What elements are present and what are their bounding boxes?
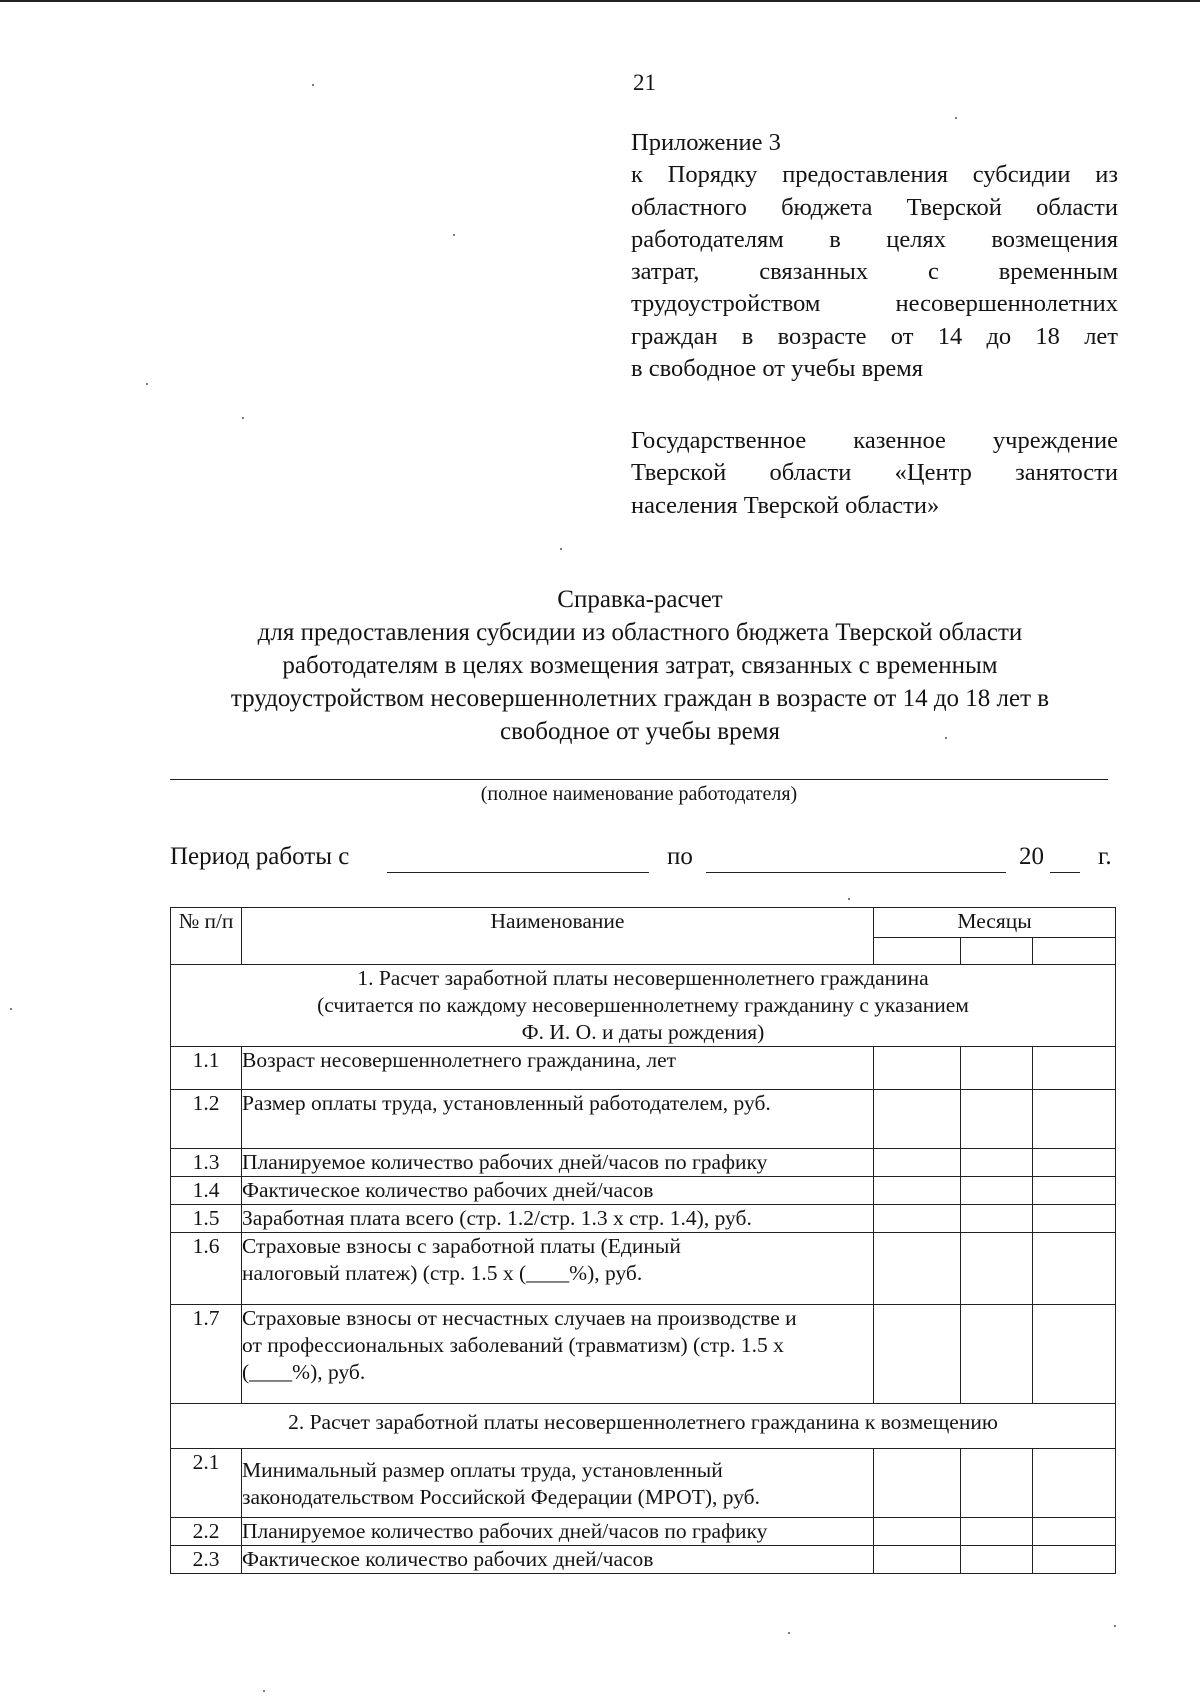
- row-number: 1.6: [171, 1233, 242, 1305]
- value-cell[interactable]: [961, 1305, 1033, 1404]
- scan-speck: [788, 1632, 790, 1634]
- row-label: Страховые взносы с заработной платы (Единый налоговый платеж) (стр. 1.5 х (____%), руб.: [242, 1233, 874, 1305]
- addressee-line: Государственное казенное учреждение: [631, 427, 1118, 454]
- appendix-title: Приложение 3: [631, 129, 781, 156]
- header-name-cell: Наименование: [242, 908, 874, 965]
- scan-speck: [242, 417, 244, 419]
- row-number: 1.3: [171, 1149, 242, 1177]
- value-cell[interactable]: [1033, 1546, 1116, 1574]
- value-cell[interactable]: [1033, 1177, 1116, 1205]
- section-1-line: Ф. И. О. и даты рождения): [521, 1020, 765, 1044]
- section-row: [171, 965, 1116, 1047]
- row-number: 2.1: [171, 1449, 242, 1518]
- section-row: [171, 1404, 1116, 1449]
- appendix-line: граждан в возрасте от 14 до 18 лет: [631, 322, 1118, 350]
- value-cell[interactable]: [1033, 1518, 1116, 1546]
- value-cell[interactable]: [874, 1205, 961, 1233]
- value-cell[interactable]: [961, 1518, 1033, 1546]
- value-cell[interactable]: [1033, 1047, 1116, 1090]
- scan-speck: [560, 548, 562, 550]
- addressee-block: [631, 425, 1118, 522]
- table-row: [171, 1305, 1116, 1404]
- value-cell[interactable]: [874, 1546, 961, 1574]
- row-label: Возраст несовершеннолетнего гражданина, лет: [242, 1047, 874, 1090]
- table-row: [171, 1047, 1116, 1090]
- table-row: [171, 1177, 1116, 1205]
- period-to-blank[interactable]: [706, 872, 1006, 873]
- section-2-heading: 2. Расчет заработной платы несовершеннолетнего гражданина к возмещению: [171, 1404, 1116, 1449]
- appendix-line: к Порядку предоставления субсидии из: [631, 161, 1118, 189]
- table-row: [171, 1149, 1116, 1177]
- scan-speck: [312, 84, 314, 86]
- value-cell[interactable]: [1033, 1233, 1116, 1305]
- scan-speck: [453, 234, 455, 236]
- value-cell[interactable]: [874, 1449, 961, 1518]
- scan-speck: [848, 898, 850, 900]
- page-number: 21: [633, 70, 656, 95]
- title-line: работодателям в целях возмещения затрат, связанных с временным: [282, 652, 998, 679]
- row-label: Размер оплаты труда, установленный работодателем, руб.: [242, 1090, 874, 1149]
- scan-speck: [146, 383, 148, 385]
- addressee-line: населения Тверской области»: [631, 491, 940, 519]
- period-from-blank[interactable]: [387, 872, 649, 873]
- period-year-suffix: г.: [1098, 843, 1112, 870]
- value-cell[interactable]: [874, 1233, 961, 1305]
- table-row: [171, 1205, 1116, 1233]
- period-to-label: по: [667, 843, 693, 870]
- document-title: [160, 583, 1120, 748]
- value-cell[interactable]: [1033, 1449, 1116, 1518]
- row-number: 2.3: [171, 1546, 242, 1574]
- table-row: [171, 1546, 1116, 1574]
- section-1-heading: [171, 965, 1116, 1047]
- value-cell[interactable]: [961, 1233, 1033, 1305]
- value-cell[interactable]: [961, 1047, 1033, 1090]
- scan-speck: [10, 1008, 12, 1010]
- row-label: Фактическое количество рабочих дней/часов: [242, 1177, 874, 1205]
- title-line: трудоустройством несовершеннолетних граждан в возрасте от 14 до 18 лет в: [230, 685, 1050, 712]
- value-cell[interactable]: [874, 1518, 961, 1546]
- table-header-row: [171, 908, 1116, 938]
- work-period: [170, 843, 1120, 877]
- scan-speck: [955, 117, 957, 119]
- row-number: 1.4: [171, 1177, 242, 1205]
- value-cell[interactable]: [874, 1149, 961, 1177]
- scan-speck: [945, 737, 947, 739]
- row-label: Минимальный размер оплаты труда, установленный законодательством Российской Федерации (МРОТ), руб.: [242, 1449, 874, 1518]
- value-cell[interactable]: [1033, 1090, 1116, 1149]
- header-months-cell: Месяцы: [874, 908, 1116, 938]
- table-row: [171, 1090, 1116, 1149]
- scan-speck: [1114, 1625, 1116, 1627]
- appendix-line: в свободное от учебы время: [631, 355, 924, 383]
- row-number: 2.2: [171, 1518, 242, 1546]
- title-line: для предоставления субсидии из областного бюджета Тверской области: [257, 619, 1023, 646]
- title-main: Справка-расчет: [557, 586, 723, 613]
- row-number: 1.1: [171, 1047, 242, 1090]
- value-cell[interactable]: [961, 1177, 1033, 1205]
- appendix-line: работодателям в целях возмещения: [631, 225, 1118, 253]
- row-number: 1.2: [171, 1090, 242, 1149]
- value-cell[interactable]: [874, 1305, 961, 1404]
- row-label: Планируемое количество рабочих дней/часов по графику: [242, 1518, 874, 1546]
- row-label: Фактическое количество рабочих дней/часов: [242, 1546, 874, 1574]
- value-cell[interactable]: [874, 1177, 961, 1205]
- value-cell[interactable]: [1033, 1205, 1116, 1233]
- row-label: Заработная плата всего (стр. 1.2/стр. 1.3 х стр. 1.4), руб.: [242, 1205, 874, 1233]
- row-number: 1.7: [171, 1305, 242, 1404]
- scan-top-edge: [0, 0, 1200, 2]
- table-row: [171, 1518, 1116, 1546]
- employer-name-caption: (полное наименование работодателя): [480, 783, 798, 805]
- employer-name-blank[interactable]: [170, 779, 1108, 780]
- value-cell[interactable]: [874, 1090, 961, 1149]
- appendix-block: [631, 127, 1118, 385]
- calculation-table: [170, 907, 1116, 1574]
- section-1-line: (считается по каждому несовершеннолетнему гражданину с указанием: [317, 993, 969, 1017]
- table-row: [171, 1449, 1116, 1518]
- value-cell[interactable]: [874, 1047, 961, 1090]
- row-label: Планируемое количество рабочих дней/часов по графику: [242, 1149, 874, 1177]
- value-cell[interactable]: [961, 1205, 1033, 1233]
- value-cell[interactable]: [1033, 1149, 1116, 1177]
- title-line: свободное от учебы время: [500, 718, 780, 745]
- value-cell[interactable]: [1033, 1305, 1116, 1404]
- period-year-blank[interactable]: [1050, 872, 1080, 873]
- scan-speck: [263, 1690, 265, 1692]
- value-cell[interactable]: [961, 1449, 1033, 1518]
- table-row: [171, 1233, 1116, 1305]
- month-cell[interactable]: [874, 938, 961, 965]
- row-number: 1.5: [171, 1205, 242, 1233]
- appendix-line: трудоустройством несовершеннолетних: [631, 290, 1118, 318]
- addressee-line: Тверской области «Центр занятости: [631, 459, 1118, 487]
- value-cell[interactable]: [961, 1149, 1033, 1177]
- value-cell[interactable]: [961, 1090, 1033, 1149]
- header-num-cell: № п/п: [171, 908, 242, 965]
- value-cell[interactable]: [961, 1546, 1033, 1574]
- appendix-line: областного бюджета Тверской области: [631, 193, 1118, 221]
- section-1-line: 1. Расчет заработной платы несовершеннолетнего гражданина: [357, 966, 929, 990]
- month-cell[interactable]: [961, 938, 1033, 965]
- period-from-label: Период работы с: [170, 843, 350, 870]
- row-label: Страховые взносы от несчастных случаев на производстве и от профессиональных заболеваний (травматизм) (стр. 1.5 х (____%), руб.: [242, 1305, 874, 1404]
- month-cell[interactable]: [1033, 938, 1116, 965]
- period-year-prefix: 20: [1019, 843, 1044, 870]
- appendix-line: затрат, связанных с временным: [631, 258, 1118, 286]
